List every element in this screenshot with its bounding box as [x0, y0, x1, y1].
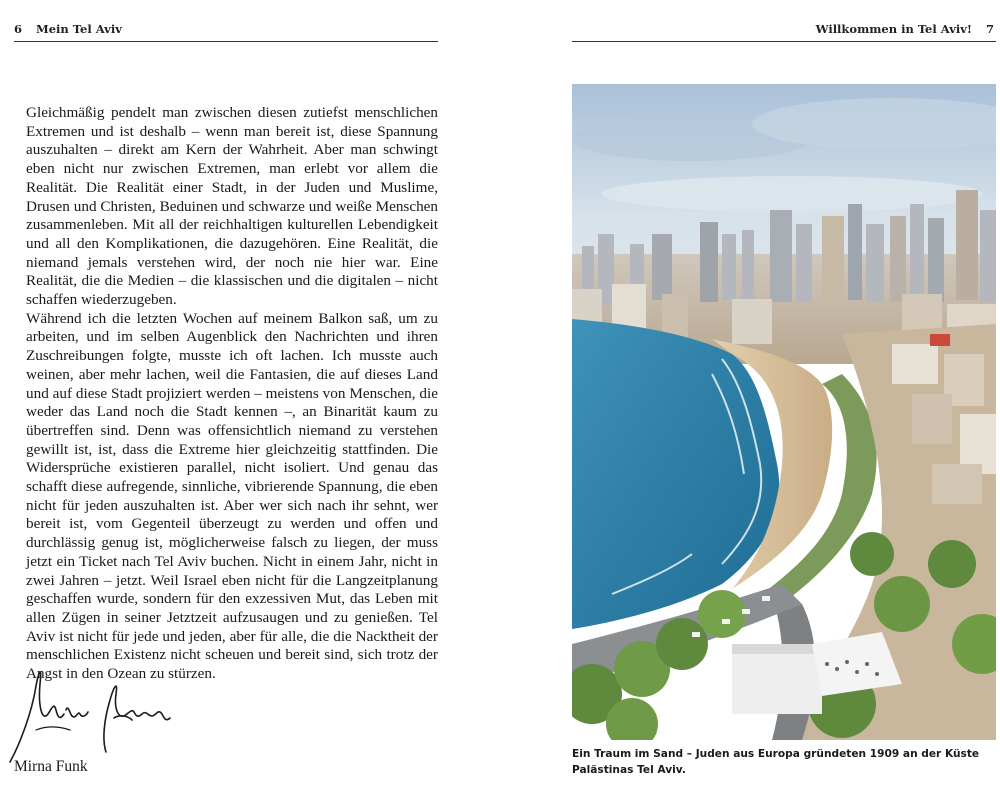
signature-handwriting [6, 660, 176, 770]
running-head-title-left: Mein Tel Aviv [36, 22, 122, 36]
header-rule-left [14, 41, 438, 42]
photo-caption: Ein Traum im Sand – Juden aus Europa gründeten 1909 an der Küste Palästinas Tel Aviv. [572, 748, 980, 776]
right-page [500, 0, 1000, 800]
page-number-right: 7 [985, 22, 994, 36]
running-head-right [816, 22, 994, 36]
paragraph-1: Gleichmäßig pendelt man zwischen diesen zutiefst menschlichen Extremen und ist deshalb – wenn man bereit ist, diese Spannung auszuhalten – direkt am Kern der Wahrheit. Aber man schwingt eben nicht nur zwischen Extremen, man erlebt vor allem die Realität. Die Realität einer Stadt, in der Juden und Muslime, Drusen und Christen, Beduinen und schwarze und weiße Menschen zusammenleben. Mit all der reichhaltigen kulturellen Lebendigkeit und all den Komplikationen, die dazugehören. Eine Realität, die niemand jemals verstehen wird, der noch nie hier war. Eine Realität, die die Medien – die klassischen und die digitalen – nicht schaffen wiederzugeben. [26, 104, 438, 309]
body-text [26, 104, 438, 684]
signature-name: Mirna Funk [14, 758, 88, 775]
paragraph-2: Während ich die letzten Wochen auf meinem Balkon saß, um zu arbeiten, und im selben Augenblick den Nachrichten und ihren Zuschreibungen folgte, musste ich oft lachen. Ich musste auch weinen, aber mehr lachen, weil die Fantasien, die auf dieses Land und auf diese Stadt projiziert werden – meistens von Menschen, die weder das Land noch die Stadt kennen –, an Binarität kaum zu übertreffen sind. Denn was offensichtlich niemand zu verstehen gewillt ist, ist, dass die Extreme hier gleichzeitig stattfinden. Die Widersprüche existieren parallel, nicht isoliert. Und genau das schafft diese aufregende, sinnliche, vibrierende Spannung, die eben nicht für jeden auszuhalten ist. Aber wer sich nach ihr sehnt, wer bereit ist, vom Gegenteil überzeugt zu werden und offen und durchlässig genug ist, möglicherweise falsch zu liegen, der muss jetzt ein Ticket nach Tel Aviv buchen. Nicht in einem Jahr, nicht in zwei Jahren – jetzt. Weil Israel eben nicht für die Langzeitplanung geschaffen wurde, sondern für den exzessiven Mut, das Leben mit allen Zügen in seiner Jetztzeit aufzusaugen und zu genießen. Tel Aviv ist nicht für jede und jeden, aber für alle, die die Nacktheit der menschlichen Existenz nicht scheuen und bereit sind, sich trotz der Angst in den Ozean zu stürzen. [26, 309, 438, 683]
running-head-title-right: Willkommen in Tel Aviv! [815, 22, 972, 36]
tel-aviv-photo [572, 84, 996, 740]
header-rule-right [572, 41, 996, 42]
running-head-left [14, 22, 122, 36]
page-number-left: 6 [14, 22, 23, 36]
